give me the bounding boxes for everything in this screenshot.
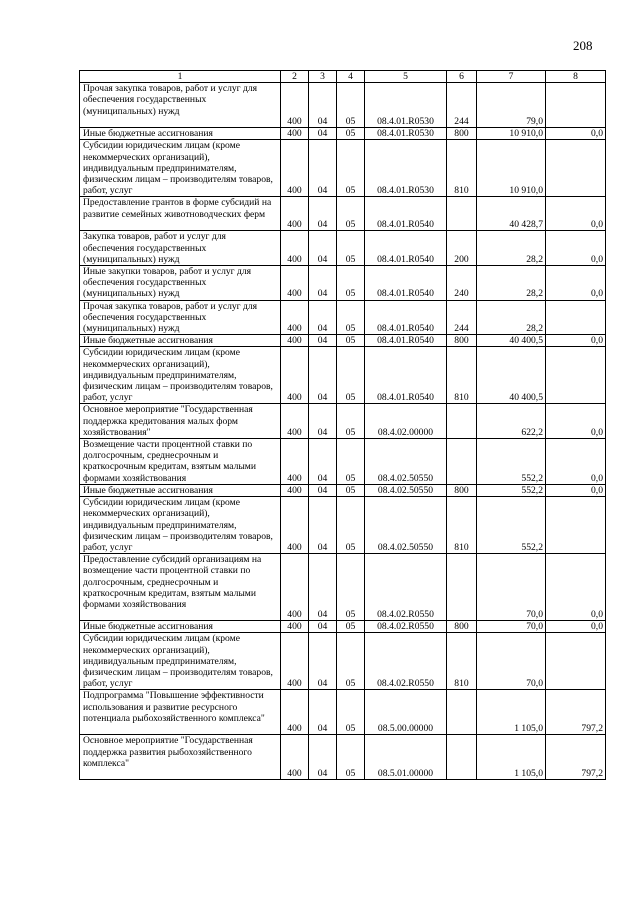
section-code: 04 xyxy=(309,554,337,621)
amount-2 xyxy=(546,83,606,128)
amount-2: 0,0 xyxy=(546,266,606,301)
item-name: Возмещение части процентной ставки по долгосрочным, среднесрочным и краткосрочным кредитам, взятым малыми формами хозяйствования xyxy=(80,439,281,485)
item-name: Субсидии юридическим лицам (кроме некоммерческих организаций), индивидуальным предпринимателям, физическим лицам – производителям товаров, работ, услуг xyxy=(80,633,281,690)
subsection-code: 05 xyxy=(337,404,365,439)
subsection-code: 05 xyxy=(337,83,365,128)
amount-2: 0,0 xyxy=(546,128,606,140)
subsection-code: 05 xyxy=(337,621,365,633)
subsection-code: 05 xyxy=(337,300,365,335)
amount-2 xyxy=(546,347,606,404)
admin-code: 400 xyxy=(281,439,309,485)
item-name: Иные закупки товаров, работ и услуг для обеспечения государственных (муниципальных) нужд xyxy=(80,266,281,301)
table-body xyxy=(80,83,606,780)
subsection-code: 05 xyxy=(337,335,365,347)
subsection-code: 05 xyxy=(337,266,365,301)
expense-type: 244 xyxy=(447,300,477,335)
amount-2: 797,2 xyxy=(546,690,606,735)
item-name: Основное мероприятие "Государственная поддержка кредитования малых форм хозяйствования" xyxy=(80,404,281,439)
expense-type: 244 xyxy=(447,83,477,128)
admin-code: 400 xyxy=(281,335,309,347)
target-article: 08.4.01.R0530 xyxy=(365,128,447,140)
amount: 552,2 xyxy=(477,484,546,496)
column-header: 4 xyxy=(337,71,365,83)
amount: 70,0 xyxy=(477,621,546,633)
amount: 40 428,7 xyxy=(477,197,546,231)
target-article: 08.4.01.R0540 xyxy=(365,231,447,266)
expense-type: 810 xyxy=(447,633,477,690)
target-article: 08.4.02.R0550 xyxy=(365,554,447,621)
admin-code: 400 xyxy=(281,128,309,140)
table-row xyxy=(80,128,606,140)
admin-code: 400 xyxy=(281,197,309,231)
admin-code: 400 xyxy=(281,735,309,780)
target-article: 08.4.02.R0550 xyxy=(365,621,447,633)
table-row xyxy=(80,83,606,128)
table-row xyxy=(80,140,606,197)
admin-code: 400 xyxy=(281,300,309,335)
table-row xyxy=(80,633,606,690)
table-row xyxy=(80,335,606,347)
subsection-code: 05 xyxy=(337,554,365,621)
item-name: Предоставление грантов в форме субсидий на развитие семейных животноводческих ферм xyxy=(80,197,281,231)
expense-type xyxy=(447,554,477,621)
amount-2: 0,0 xyxy=(546,621,606,633)
expense-type: 200 xyxy=(447,231,477,266)
item-name: Основное мероприятие "Государственная поддержка развития рыбохозяйственного комплекса" xyxy=(80,735,281,780)
admin-code: 400 xyxy=(281,621,309,633)
section-code: 04 xyxy=(309,404,337,439)
section-code: 04 xyxy=(309,300,337,335)
column-header: 5 xyxy=(365,71,447,83)
admin-code: 400 xyxy=(281,140,309,197)
amount-2: 0,0 xyxy=(546,335,606,347)
amount: 10 910,0 xyxy=(477,140,546,197)
column-header: 7 xyxy=(477,71,546,83)
target-article: 08.4.01.R0530 xyxy=(365,140,447,197)
subsection-code: 05 xyxy=(337,633,365,690)
amount: 28,2 xyxy=(477,231,546,266)
expense-type: 800 xyxy=(447,335,477,347)
table-row xyxy=(80,266,606,301)
expense-type xyxy=(447,197,477,231)
amount: 70,0 xyxy=(477,554,546,621)
section-code: 04 xyxy=(309,484,337,496)
amount-2: 0,0 xyxy=(546,484,606,496)
admin-code: 400 xyxy=(281,633,309,690)
section-code: 04 xyxy=(309,197,337,231)
amount-2 xyxy=(546,140,606,197)
expense-type: 800 xyxy=(447,484,477,496)
amount: 622,2 xyxy=(477,404,546,439)
expense-type xyxy=(447,439,477,485)
expense-type: 240 xyxy=(447,266,477,301)
table-row xyxy=(80,690,606,735)
item-name: Иные бюджетные ассигнования xyxy=(80,621,281,633)
amount-2: 0,0 xyxy=(546,231,606,266)
target-article: 08.5.00.00000 xyxy=(365,690,447,735)
table-row xyxy=(80,484,606,496)
column-header: 1 xyxy=(80,71,281,83)
amount-2 xyxy=(546,300,606,335)
section-code: 04 xyxy=(309,497,337,554)
expense-type: 810 xyxy=(447,140,477,197)
amount-2: 0,0 xyxy=(546,197,606,231)
target-article: 08.4.02.50550 xyxy=(365,497,447,554)
expense-type: 810 xyxy=(447,497,477,554)
target-article: 08.4.01.R0530 xyxy=(365,83,447,128)
table-row xyxy=(80,300,606,335)
table-row xyxy=(80,554,606,621)
target-article: 08.4.01.R0540 xyxy=(365,197,447,231)
column-header: 8 xyxy=(546,71,606,83)
amount-2 xyxy=(546,633,606,690)
amount-2: 797,2 xyxy=(546,735,606,780)
subsection-code: 05 xyxy=(337,140,365,197)
item-name: Прочая закупка товаров, работ и услуг для обеспечения государственных (муниципальных) нужд xyxy=(80,83,281,128)
table-row xyxy=(80,497,606,554)
item-name: Подпрограмма "Повышение эффективности использования и развитие ресурсного потенциала рыбохозяйственного комплекса" xyxy=(80,690,281,735)
subsection-code: 05 xyxy=(337,231,365,266)
amount: 79,0 xyxy=(477,83,546,128)
admin-code: 400 xyxy=(281,404,309,439)
section-code: 04 xyxy=(309,231,337,266)
subsection-code: 05 xyxy=(337,197,365,231)
amount-2 xyxy=(546,497,606,554)
item-name: Иные бюджетные ассигнования xyxy=(80,335,281,347)
admin-code: 400 xyxy=(281,347,309,404)
section-code: 04 xyxy=(309,633,337,690)
section-code: 04 xyxy=(309,140,337,197)
target-article: 08.4.02.00000 xyxy=(365,404,447,439)
amount: 40 400,5 xyxy=(477,335,546,347)
section-code: 04 xyxy=(309,128,337,140)
subsection-code: 05 xyxy=(337,497,365,554)
page-number: 208 xyxy=(573,38,593,53)
subsection-code: 05 xyxy=(337,735,365,780)
target-article: 08.4.01.R0540 xyxy=(365,347,447,404)
subsection-code: 05 xyxy=(337,690,365,735)
admin-code: 400 xyxy=(281,690,309,735)
amount: 1 105,0 xyxy=(477,690,546,735)
section-code: 04 xyxy=(309,621,337,633)
target-article: 08.4.01.R0540 xyxy=(365,300,447,335)
target-article: 08.4.01.R0540 xyxy=(365,266,447,301)
item-name: Прочая закупка товаров, работ и услуг для обеспечения государственных (муниципальных) нужд xyxy=(80,300,281,335)
subsection-code: 05 xyxy=(337,439,365,485)
expense-type xyxy=(447,690,477,735)
subsection-code: 05 xyxy=(337,484,365,496)
amount-2: 0,0 xyxy=(546,439,606,485)
admin-code: 400 xyxy=(281,266,309,301)
admin-code: 400 xyxy=(281,554,309,621)
expense-type: 800 xyxy=(447,128,477,140)
column-header: 3 xyxy=(309,71,337,83)
item-name: Предоставление субсидий организациям на возмещение части процентной ставки по долгосрочным, среднесрочным и краткосрочным кредитам, взятым малыми формами хозяйствования xyxy=(80,554,281,621)
admin-code: 400 xyxy=(281,231,309,266)
item-name: Закупка товаров, работ и услуг для обеспечения государственных (муниципальных) нужд xyxy=(80,231,281,266)
admin-code: 400 xyxy=(281,83,309,128)
amount: 28,2 xyxy=(477,300,546,335)
expense-type: 800 xyxy=(447,621,477,633)
expense-type xyxy=(447,404,477,439)
amount: 40 400,5 xyxy=(477,347,546,404)
item-name: Иные бюджетные ассигнования xyxy=(80,128,281,140)
column-header: 2 xyxy=(281,71,309,83)
target-article: 08.4.01.R0540 xyxy=(365,335,447,347)
target-article: 08.5.01.00000 xyxy=(365,735,447,780)
header-row xyxy=(80,71,606,83)
column-header: 6 xyxy=(447,71,477,83)
table-row xyxy=(80,735,606,780)
section-code: 04 xyxy=(309,735,337,780)
table-row xyxy=(80,404,606,439)
amount-2: 0,0 xyxy=(546,404,606,439)
amount: 552,2 xyxy=(477,497,546,554)
target-article: 08.4.02.50550 xyxy=(365,439,447,485)
budget-table xyxy=(79,70,606,780)
item-name: Субсидии юридическим лицам (кроме некоммерческих организаций), индивидуальным предпринимателям, физическим лицам – производителям товаров, работ, услуг xyxy=(80,140,281,197)
subsection-code: 05 xyxy=(337,128,365,140)
amount: 70,0 xyxy=(477,633,546,690)
section-code: 04 xyxy=(309,690,337,735)
section-code: 04 xyxy=(309,347,337,404)
table-row xyxy=(80,197,606,231)
table-row xyxy=(80,347,606,404)
section-code: 04 xyxy=(309,83,337,128)
amount: 10 910,0 xyxy=(477,128,546,140)
expense-type: 810 xyxy=(447,347,477,404)
section-code: 04 xyxy=(309,335,337,347)
table-row xyxy=(80,439,606,485)
section-code: 04 xyxy=(309,266,337,301)
subsection-code: 05 xyxy=(337,347,365,404)
target-article: 08.4.02.R0550 xyxy=(365,633,447,690)
amount: 28,2 xyxy=(477,266,546,301)
table-row xyxy=(80,621,606,633)
admin-code: 400 xyxy=(281,497,309,554)
amount: 1 105,0 xyxy=(477,735,546,780)
section-code: 04 xyxy=(309,439,337,485)
amount: 552,2 xyxy=(477,439,546,485)
item-name: Субсидии юридическим лицам (кроме некоммерческих организаций), индивидуальным предпринимателям, физическим лицам – производителям товаров, работ, услуг xyxy=(80,347,281,404)
amount-2: 0,0 xyxy=(546,554,606,621)
item-name: Субсидии юридическим лицам (кроме некоммерческих организаций), индивидуальным предпринимателям, физическим лицам – производителям товаров, работ, услуг xyxy=(80,497,281,554)
item-name: Иные бюджетные ассигнования xyxy=(80,484,281,496)
target-article: 08.4.02.50550 xyxy=(365,484,447,496)
expense-type xyxy=(447,735,477,780)
admin-code: 400 xyxy=(281,484,309,496)
table-row xyxy=(80,231,606,266)
